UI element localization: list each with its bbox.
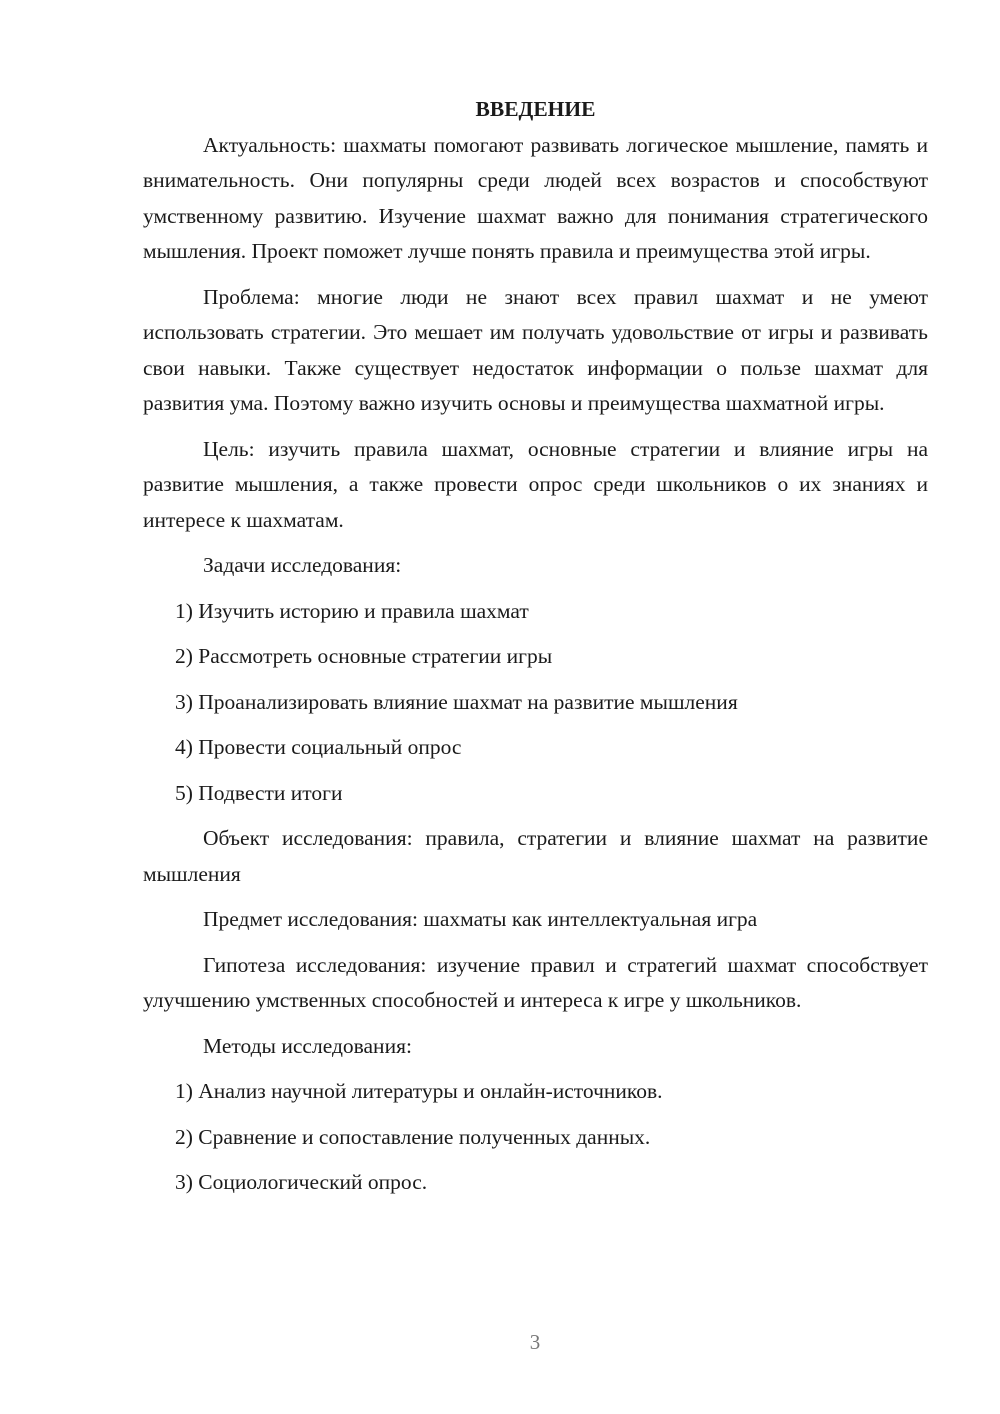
task-item: 2) Рассмотреть основные стратегии игры bbox=[175, 644, 553, 668]
document-page bbox=[143, 92, 928, 1211]
methods-heading: Методы исследования: bbox=[203, 1033, 412, 1058]
task-item: 1) Изучить историю и правила шахмат bbox=[175, 598, 529, 623]
method-item: 2) Сравнение и сопоставление полученных данных. bbox=[175, 1124, 651, 1149]
problem-paragraph: Проблема: многие люди не знают всех правил шахмат и не умеют использовать стратегии. Это мешает им получать удовольствие от игры и развивать свои навыки. Также существует недостаток информации о пользе шахмат для развития ума. Поэтому важно изучить основы и преимущества шахматной игры. bbox=[143, 284, 928, 415]
page-number: 3 bbox=[529, 1330, 541, 1354]
method-item: 1) Анализ научной литературы и онлайн-источников. bbox=[175, 1079, 663, 1103]
relevance-paragraph: Актуальность: шахматы помогают развивать логическое мышление, память и внимательность. Они популярны среди людей всех возрастов и способствуют умственному развитию. Изучение шахмат важно для понимания стратегического мышления. Проект поможет лучше понять правила и преимущества этой игры. bbox=[143, 132, 928, 263]
tasks-heading: Задачи исследования: bbox=[203, 553, 402, 577]
object-paragraph: Объект исследования: правила, стратегии и влияние шахмат на развитие мышления bbox=[143, 826, 928, 886]
page-title: ВВЕДЕНИЕ bbox=[475, 97, 596, 121]
task-item: 5) Подвести итоги bbox=[175, 780, 343, 805]
hypothesis-paragraph: Гипотеза исследования: изучение правил и стратегий шахмат способствует улучшению умственных способностей и интереса к игре у школьников. bbox=[143, 952, 928, 1012]
task-item: 3) Проанализировать влияние шахмат на развитие мышления bbox=[175, 689, 738, 714]
subject-paragraph: Предмет исследования: шахматы как интеллектуальная игра bbox=[203, 907, 758, 931]
task-item: 4) Провести социальный опрос bbox=[175, 735, 462, 759]
goal-paragraph: Цель: изучить правила шахмат, основные стратегии и влияние игры на развитие мышления, а также провести опрос среди школьников о их знаниях и интересе к шахматам. bbox=[143, 436, 928, 532]
method-item: 3) Социологический опрос. bbox=[175, 1170, 428, 1194]
